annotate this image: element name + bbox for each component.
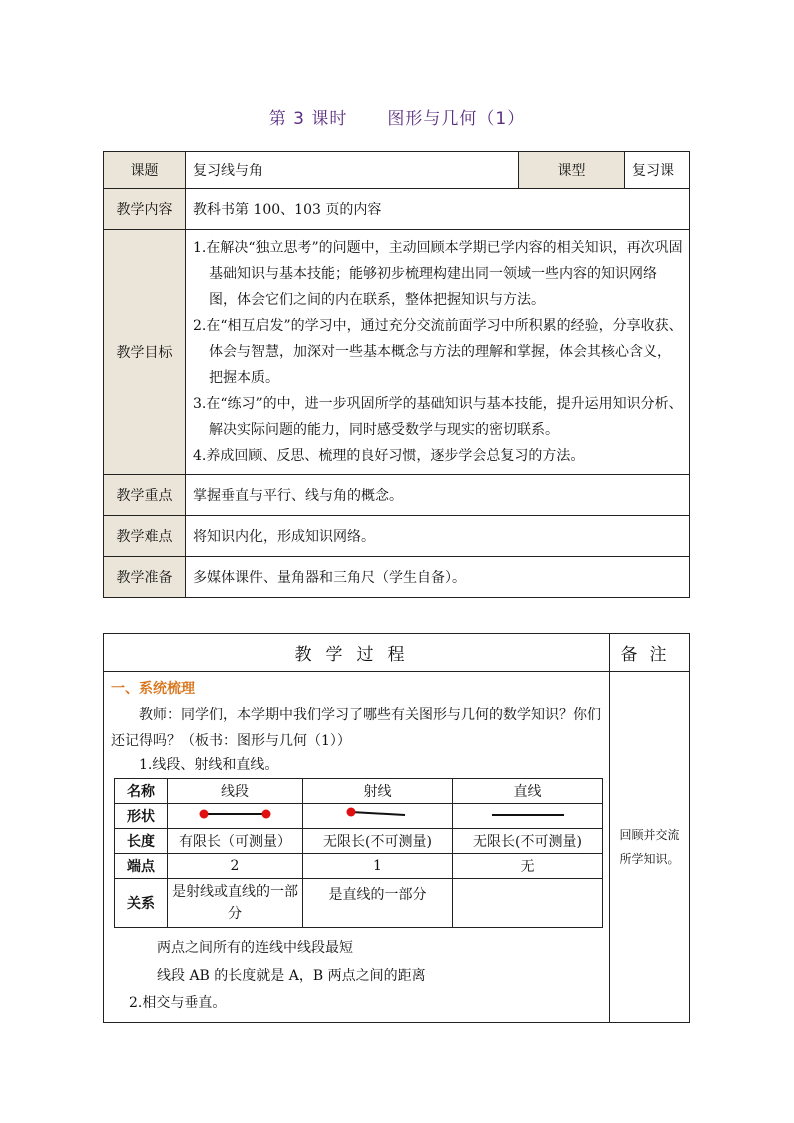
shape-label: 形状 xyxy=(115,804,168,829)
type-value: 复习课 xyxy=(625,152,690,189)
process-header: 教学过程 xyxy=(104,634,610,672)
segment-icon xyxy=(195,807,275,821)
lesson-number: 第 3 课时 xyxy=(268,109,348,129)
goals-label: 教学目标 xyxy=(104,230,186,475)
content-label: 教学内容 xyxy=(104,189,186,230)
content-value: 教科书第 100、103 页的内容 xyxy=(186,189,690,230)
goal-item: 1.在解决“独立思考”的问题中，主动回顾本学期已学内容的相关知识，再次巩固基础知识与基本技能；能够初步梳理构建出同一领域一些内容的知识网络图，体会它们之间的内在联系，整体把握知识与方法。 xyxy=(193,240,683,308)
line-shape xyxy=(453,804,603,829)
item-lines: 1.线段、射线和直线。 xyxy=(139,757,279,773)
ray-icon xyxy=(343,807,413,821)
line-icon xyxy=(488,807,568,821)
line-endpoints: 无 xyxy=(453,854,603,879)
difficulty-label: 教学难点 xyxy=(104,516,186,557)
segment-relation: 是射线或直线的一部分 xyxy=(168,879,303,928)
goals-cell xyxy=(186,230,690,475)
lesson-info-table xyxy=(103,151,690,598)
line-relation xyxy=(453,879,603,928)
teaching-process-table xyxy=(103,633,690,1023)
segment-shape xyxy=(168,804,303,829)
topic-label: 课题 xyxy=(104,152,186,189)
type-label: 课型 xyxy=(519,152,625,189)
ray-endpoints: 1 xyxy=(303,854,453,879)
line-length: 无限长(不可测量) xyxy=(453,829,603,854)
goal-item: 2.在“相互启发”的学习中，通过充分交流前面学习中所积累的经验，分享收获、体会与智慧，加深对一些基本概念与方法的理解和掌握，体会其核心含义，把握本质。 xyxy=(193,318,683,386)
page-title xyxy=(0,104,794,129)
name-segment: 线段 xyxy=(168,779,303,804)
ray-length: 无限长(不可测量) xyxy=(303,829,453,854)
prep-label: 教学准备 xyxy=(104,557,186,598)
fact-shortest: 两点之间所有的连线中线段最短 xyxy=(157,940,353,956)
topic-value: 复习线与角 xyxy=(186,152,519,189)
note-cell: 回顾并交流所学知识。 xyxy=(610,672,690,1023)
segment-endpoints: 2 xyxy=(168,854,303,879)
section-title: 一、系统梳理 xyxy=(111,681,195,697)
length-label: 长度 xyxy=(115,829,168,854)
process-content xyxy=(104,672,610,1023)
item-intersect: 2.相交与垂直。 xyxy=(129,995,227,1011)
endpoint-label: 端点 xyxy=(115,854,168,879)
note-header: 备注 xyxy=(610,634,690,672)
name-ray: 射线 xyxy=(303,779,453,804)
segment-length: 有限长（可测量） xyxy=(168,829,303,854)
ray-relation: 是直线的一部分 xyxy=(303,879,453,928)
ray-shape xyxy=(303,804,453,829)
goal-item: 3.在“练习”的中，进一步巩固所学的基础知识与基本技能，提升运用知识分析、解决实际问题的能力，同时感受数学与现实的密切联系。 xyxy=(193,396,683,438)
lines-table xyxy=(114,778,603,928)
difficulty-value: 将知识内化，形成知识网络。 xyxy=(186,516,690,557)
name-label: 名称 xyxy=(115,779,168,804)
lesson-topic: 图形与几何（1） xyxy=(387,109,526,129)
prep-value: 多媒体课件、量角器和三角尺（学生自备）。 xyxy=(186,557,690,598)
fact-distance: 线段 AB 的长度就是 A，B 两点之间的距离 xyxy=(157,968,426,984)
goal-item: 4.养成回顾、反思、梳理的良好习惯，逐步学会总复习的方法。 xyxy=(193,448,585,464)
relation-label: 关系 xyxy=(115,879,168,928)
teacher-intro: 教师：同学们，本学期中我们学习了哪些有关图形与几何的数学知识？你们还记得吗？（板书：图形与几何（1）） xyxy=(111,707,601,749)
key-label: 教学重点 xyxy=(104,475,186,516)
name-line: 直线 xyxy=(453,779,603,804)
key-value: 掌握垂直与平行、线与角的概念。 xyxy=(186,475,690,516)
